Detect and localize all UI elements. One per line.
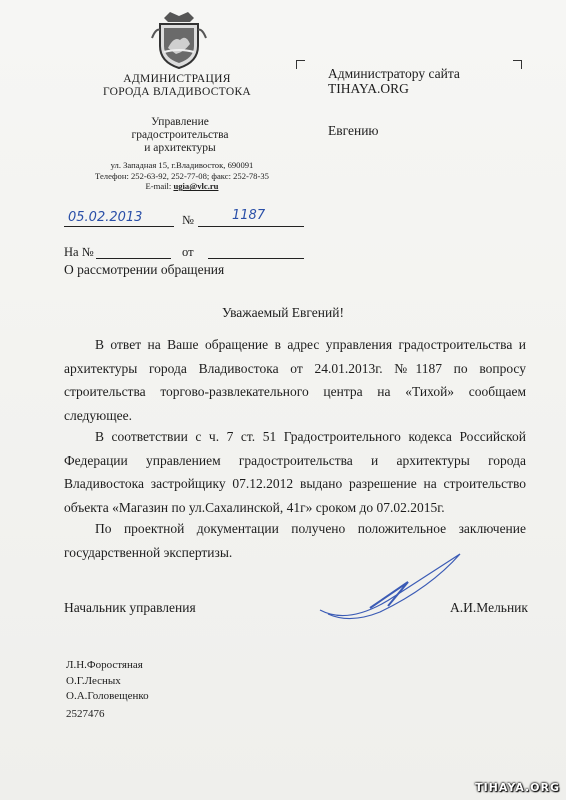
ref-label: На №	[64, 245, 94, 259]
phone-fax: Телефон: 252-63-92, 252-77-08; факс: 252-78-35	[95, 170, 269, 181]
department-name: Управление градостроительства и архитектуры	[131, 116, 229, 154]
handwritten-number: 1187	[232, 208, 266, 223]
signatory-position: Начальник управления	[64, 600, 196, 615]
site-watermark: TIHAYA.ORG	[475, 781, 560, 794]
handwritten-date: 05.02.2013	[68, 210, 143, 225]
addressee-name: Евгению	[328, 123, 379, 138]
ref-number-line	[96, 245, 171, 259]
contact-details	[66, 160, 298, 192]
handwritten-signature	[310, 548, 480, 628]
postal-address: ул. Западная 15, г.Владивосток, 690091	[110, 160, 254, 170]
from-label: от	[182, 245, 194, 259]
email-line: E-mail: ugia@vlc.ru	[145, 181, 219, 192]
greeting: Уважаемый Евгений!	[222, 305, 344, 320]
paragraph-2: В соответствии с ч. 7 ст. 51 Градостроительного кодекса Российской Федерации управлением градостроительства и архитектуры города Владивостока застройщику 07.12.2012 выдано разрешение на строительство объекта «Магазин по ул.Сахалинской, 41г» сроком до 07.02.2015г.	[64, 429, 526, 515]
ref-date-line	[208, 245, 304, 259]
executor: Л.Н.Форостяная	[66, 659, 143, 671]
executor: О.Г.Лесных	[66, 674, 121, 687]
paragraph-1: В ответ на Ваше обращение в адрес управления градостроительства и архитектуры города Владивостока от 24.01.2013г. №1187 по вопросу строительства торгово-развлекательного центра на «Тихой» сообщаем следующее.	[64, 337, 526, 423]
executor: О.А.Головещенко	[66, 690, 149, 702]
city-coat-of-arms-icon	[150, 8, 208, 70]
address-corner-mark-left	[296, 60, 305, 69]
addressee: Администратору сайта TIHAYA.ORG	[328, 66, 460, 96]
email-link[interactable]: ugia@vlc.ru	[173, 181, 219, 192]
executors-list	[66, 658, 149, 705]
signatory-name: А.И.Мельник	[450, 600, 528, 615]
number-label: №	[182, 213, 194, 227]
paragraph-3: По проектной документации получено положительное заключение государственной экспертизы.	[64, 521, 526, 560]
executor-phone: 2527476	[66, 708, 105, 720]
letter-subject: О рассмотрении обращения	[64, 262, 225, 277]
administration-name: АДМИНИСТРАЦИЯ ГОРОДА ВЛАДИВОСТОКА	[102, 73, 252, 98]
